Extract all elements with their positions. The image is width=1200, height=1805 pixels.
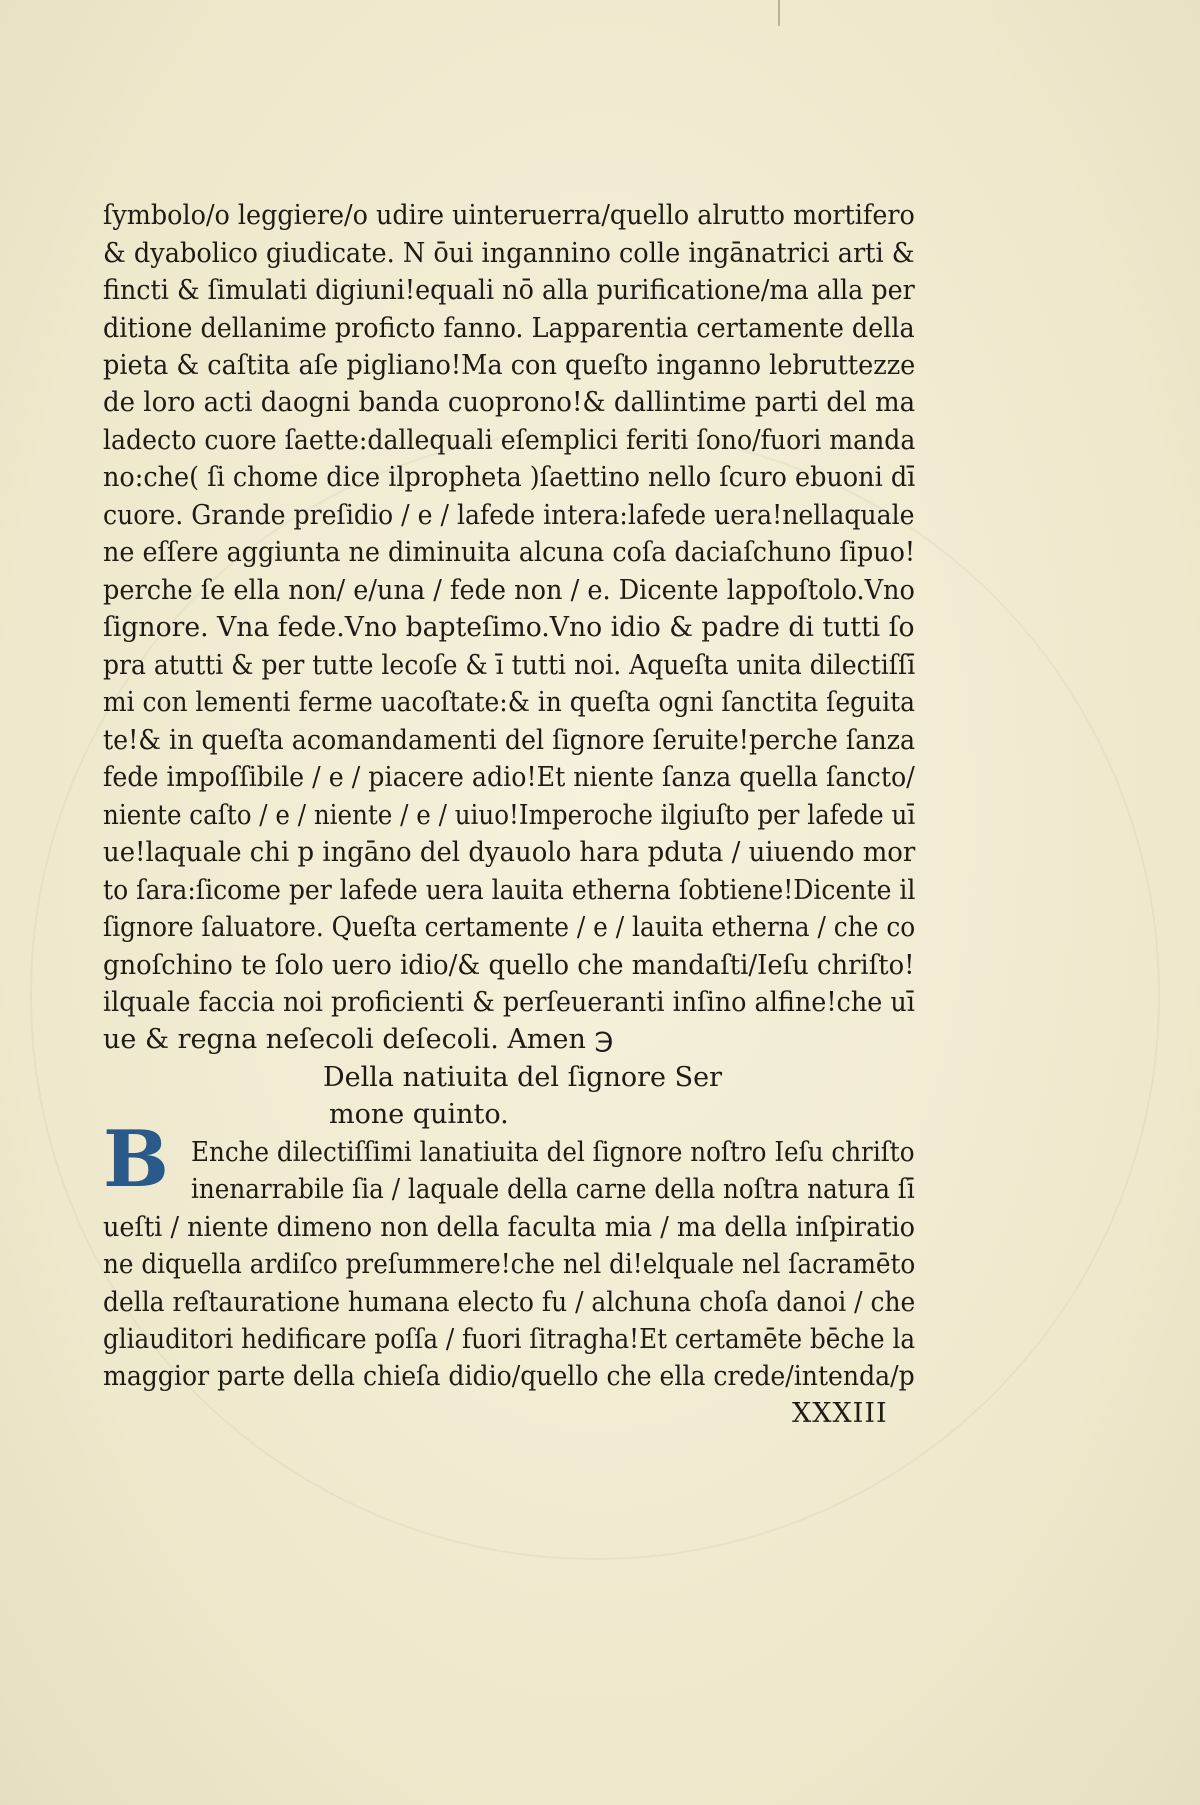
text-line: no:che( ſi chome dice ilpropheta )ſaettino nello ſcuro ebuoni dī xyxy=(103,462,916,493)
text-line: ilquale faccia noi proficienti & perſeueranti inſino alfine!che uī xyxy=(103,987,915,1018)
text-line: gliauditori hedificare poſſa / fuori ſitragha!Et certamēte bēche la xyxy=(103,1324,916,1355)
sermon-heading-line: mone quinto. xyxy=(329,1099,509,1130)
text-line: gnoſchino te ſolo uero idio/& quello che mandaſti/Ieſu chriſto! xyxy=(103,950,915,981)
text-line: to ſara:ſicome per lafede uera lauita etherna ſobtiene!Dicente il xyxy=(103,875,916,906)
text-line: Enche dilectiſſimi lanatiuita del ſignore noſtro Ieſu chriſto xyxy=(191,1137,915,1168)
text-line: fincti & ſimulati digiuni!equali nō alla purificatione/ma alla per xyxy=(103,275,915,306)
text-line: ue & regna neſecoli deſecoli. Amen ℈ xyxy=(103,1024,614,1055)
text-line: ne eſſere aggiunta ne diminuita alcuna coſa daciaſchuno ſipuo! xyxy=(103,537,916,568)
decorated-initial: B xyxy=(103,1114,169,1205)
text-line: ne diquella ardiſco preſummere!che nel di!elquale nel ſacramēto xyxy=(103,1249,916,1280)
text-line: ſignore ſaluatore. Queſta certamente / e / lauita etherna / che co xyxy=(103,912,916,943)
text-line: ueſti / niente dimeno non della faculta mia / ma della inſpiratio xyxy=(103,1212,916,1243)
text-line: de loro acti daogni banda cuoprono!& dallintime parti del ma xyxy=(103,387,916,418)
text-line: ladecto cuore ſaette:dallequali eſemplici feriti ſono/fuori manda xyxy=(103,425,916,456)
sermon-heading-line: Della natiuita del ſignore Ser xyxy=(323,1062,722,1093)
text-line: ſignore. Vna fede.Vno bapteſimo.Vno idio & padre di tutti ſo xyxy=(103,612,915,643)
text-line: ſymbolo/o leggiere/o udire uinteruerra/quello alrutto mortifero xyxy=(103,200,915,231)
text-line: inenarrabile ſia / laquale della carne della noſtra natura ſī xyxy=(191,1174,915,1205)
text-line: maggior parte della chieſa didio/quello che ella crede/intenda/p xyxy=(103,1361,915,1392)
text-line: cuore. Grande preſidio / e / lafede intera:lafede uera!nellaquale xyxy=(103,500,915,531)
text-line: ue!laquale chi p ingāno del dyauolo hara pduta / uiuendo mor xyxy=(103,837,916,868)
text-line: ditione dellanime proficto fanno. Lapparentia certamente della xyxy=(103,313,915,344)
text-line: mi con lementi ferme uacoſtate:& in queſta ogni ſanctita ſeguita xyxy=(103,687,915,718)
text-line: te!& in queſta acomandamenti del ſignore ſeruite!perche ſanza xyxy=(103,725,916,756)
folio-number: XXXIII xyxy=(792,1398,888,1429)
binding-mark xyxy=(778,0,780,26)
text-line: fede impoſſibile / e / piacere adio!Et niente ſanza quella ſancto/ xyxy=(103,762,915,793)
text-line: perche ſe ella non/ e/una / fede non / e. Dicente lappoſtolo.Vno xyxy=(103,575,915,606)
text-line: niente caſto / e / niente / e / uiuo!Imperoche ilgiuſto per lafede uī xyxy=(103,800,916,831)
text-line: pra atutti & per tutte lecoſe & ī tutti noi. Aqueſta unita dilectiſſī xyxy=(103,650,916,681)
text-line: pieta & caſtita aſe pigliano!Ma con queſto inganno lebruttezze xyxy=(103,350,916,381)
text-line: della reſtauratione humana electo fu / alchuna choſa danoi / che xyxy=(103,1287,916,1318)
text-line: & dyabolico giudicate. N ōui ingannino colle ingānatrici arti & xyxy=(103,238,915,269)
